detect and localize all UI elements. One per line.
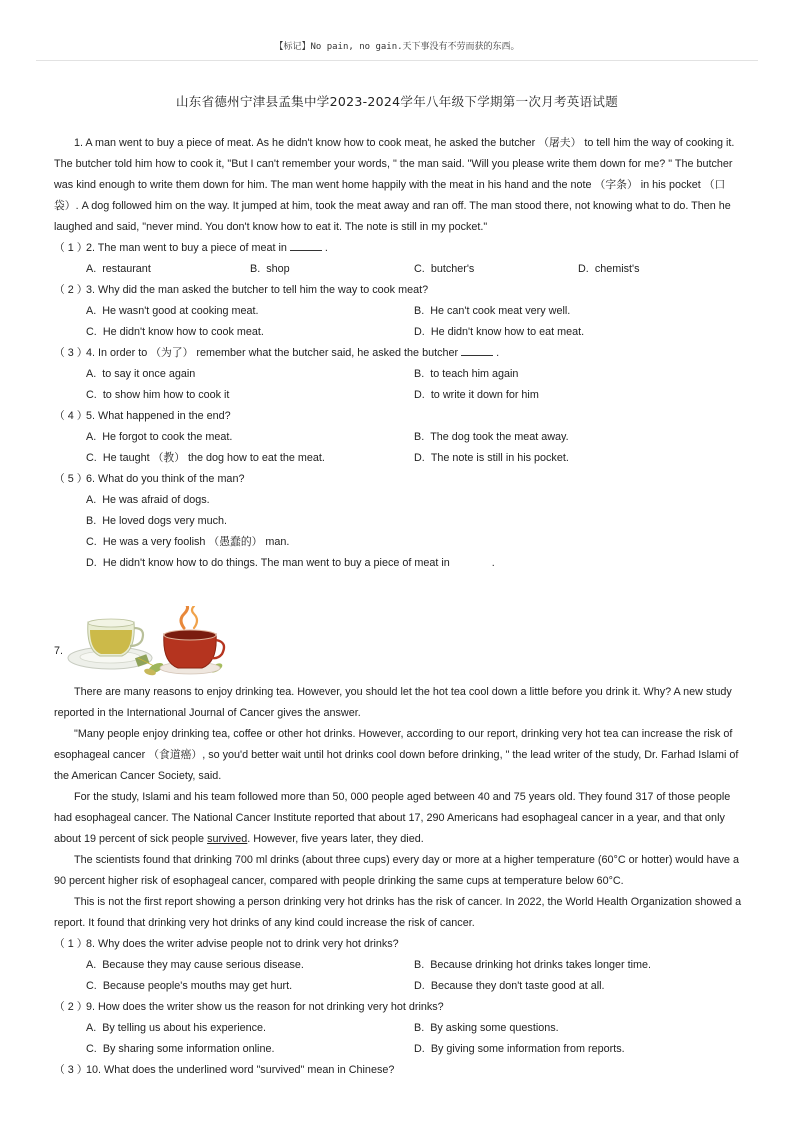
option-b[interactable]: B. shop [250,263,290,275]
question-number: （ 1 ） [54,242,88,254]
option-c[interactable]: C. By sharing some information online. [86,1043,275,1055]
option-b[interactable]: B. By asking some questions. [414,1022,559,1034]
option-b[interactable]: B. to teach him again [414,368,519,380]
question-4 [54,343,744,406]
option-list [54,301,744,343]
option-b[interactable]: B. The dog took the meat away. [414,431,569,443]
question-number: （ 2 ） [54,1001,88,1013]
question-number: （ 4 ） [54,410,88,422]
option-a[interactable]: A. By telling us about his experience. [86,1022,267,1034]
passage-paragraph: The scientists found that drinking 700 ml drinks (about three cups) every day or more at a higher temperature (60°C or hotter) would have a 90 percent higher risk of esophageal cancer, compared with people drinking the same cups at temperature below 60°C. [54,854,740,887]
question-tail: . [496,347,500,359]
question-stem: 5. What happened in the end? [86,410,231,422]
option-list [54,1018,744,1060]
option-d[interactable]: D. By giving some information from reports. [414,1043,625,1055]
option-c[interactable]: C. Because people's mouths may get hurt. [86,980,293,992]
option-d[interactable]: D. chemist's [578,263,640,275]
question-stem: 10. What does the underlined word "survived" mean in Chinese? [86,1064,395,1076]
question-number: （ 3 ） [54,1064,88,1076]
underlined-word: survived [207,833,248,845]
question-3 [54,280,744,343]
option-a[interactable]: A. He forgot to cook the meat. [86,431,233,443]
option-c[interactable]: C. He was a very foolish （愚蠢的） man. [86,536,290,548]
header-divider [36,60,758,61]
option-list [54,427,744,469]
question-number: （ 3 ） [54,347,88,359]
tea-cups-image [66,606,226,678]
header-motto: 【标记】No pain, no gain.天下事没有不劳而获的东西。 [274,42,520,52]
question-number: （ 1 ） [54,938,88,950]
passage-paragraph: There are many reasons to enjoy drinking tea. However, you should let the hot tea cool down a little before you drink it. Why? A new study reported in the International Journal of Cancer gives the answer. [54,686,732,719]
question-number: （ 5 ） [54,473,88,485]
question-stem: 2. The man went to buy a piece of meat in [86,242,287,254]
option-d[interactable]: D. to write it down for him [414,389,539,401]
option-a[interactable]: A. Because they may cause serious disease. [86,959,304,971]
option-list [54,955,744,997]
question-9 [54,997,744,1060]
option-d[interactable]: D. He didn't know how to eat meat. [414,326,585,338]
option-d[interactable]: D. He didn't know how to do things. The man went to buy a piece of meat in . [86,557,495,569]
option-a[interactable]: A. He was afraid of dogs. [86,494,210,506]
option-d[interactable]: D. Because they don't taste good at all. [414,980,605,992]
option-c[interactable]: C. He didn't know how to cook meat. [86,326,264,338]
option-b[interactable]: B. Because drinking hot drinks takes longer time. [414,959,652,971]
tea-illustration-row [54,602,744,678]
question-stem: 6. What do you think of the man? [86,473,245,485]
question-stem: 9. How does the writer show us the reason for not drinking very hot drinks? [86,1001,444,1013]
option-a[interactable]: A. to say it once again [86,368,196,380]
option-c[interactable]: C. butcher's [414,263,475,275]
passage-paragraph: For the study, Islami and his team followed more than 50, 000 people aged between 40 and 75 years old. They found 317 of those people had esophageal cancer. The National Cancer Institute reported that about 17, 290 Americans had esophageal cancer in a year, and that only about 19 percent of sick people survived. However, five years later, they died. [54,791,731,845]
option-list [54,490,744,574]
question-10 [54,1060,744,1081]
answer-blank[interactable] [453,556,489,566]
option-b[interactable]: B. He loved dogs very much. [86,515,228,527]
passage-paragraph: This is not the first report showing a person drinking very hot drinks has the risk of cancer. In 2022, the World Health Organization showed a report. It found that drinking very hot drinks of any kind could increase the risk of cancer. [54,896,742,929]
question-stem: 4. In order to （为了） remember what the butcher said, he asked the butcher [86,347,459,359]
option-c[interactable]: C. to show him how to cook it [86,389,230,401]
question-5 [54,406,744,469]
question-stem: 8. Why does the writer advise people not to drink very hot drinks? [86,938,399,950]
question-2 [54,238,744,280]
passage-paragraph: 1. A man went to buy a piece of meat. As he didn't know how to cook meat, he asked the butcher （屠夫） to tell him the way of cooking it. The butcher told him how to cook it, "But I can't remember your words, " the man said. "Will you please write them down for me? " The butcher was kind enough to write them down for him. The man went home happily with the meat in his hand and the note （字条） in his pocket （口袋）. A dog followed him on the way. It jumped at him, took the meat away and ran off. The man stood there, not knowing what to do. Then he laughed and said, "never mind. You don't know how to eat it. The note is still in my pocket." [54,137,735,233]
exam-content [54,133,744,1081]
page-title: 山东省德州宁津县孟集中学2023-2024学年八年级下学期第一次月考英语试题 [175,94,619,109]
question-6 [54,469,744,574]
option-a[interactable]: A. restaurant [86,263,151,275]
answer-blank[interactable] [461,345,493,356]
question-number: 7. [54,645,64,657]
option-list [54,259,744,280]
answer-blank[interactable] [290,240,322,251]
option-list [54,364,744,406]
passage-paragraph: "Many people enjoy drinking tea, coffee or other hot drinks. However, according to our report, drinking very hot tea can increase the risk of esophageal cancer （食道癌）, so you'd better wait until hot drinks cool down before drinking, " the lead writer of the study, Dr. Farhad Islami of the American Cancer Society, said. [54,728,739,782]
option-a[interactable]: A. He wasn't good at cooking meat. [86,305,259,317]
option-b[interactable]: B. He can't cook meat very well. [414,305,571,317]
question-stem: 3. Why did the man asked the butcher to tell him the way to cook meat? [86,284,429,296]
option-d[interactable]: D. The note is still in his pocket. [414,452,569,464]
question-number: （ 2 ） [54,284,88,296]
question-tail: . [324,242,328,254]
question-8 [54,934,744,997]
option-c[interactable]: C. He taught （教） the dog how to eat the meat. [86,452,325,464]
